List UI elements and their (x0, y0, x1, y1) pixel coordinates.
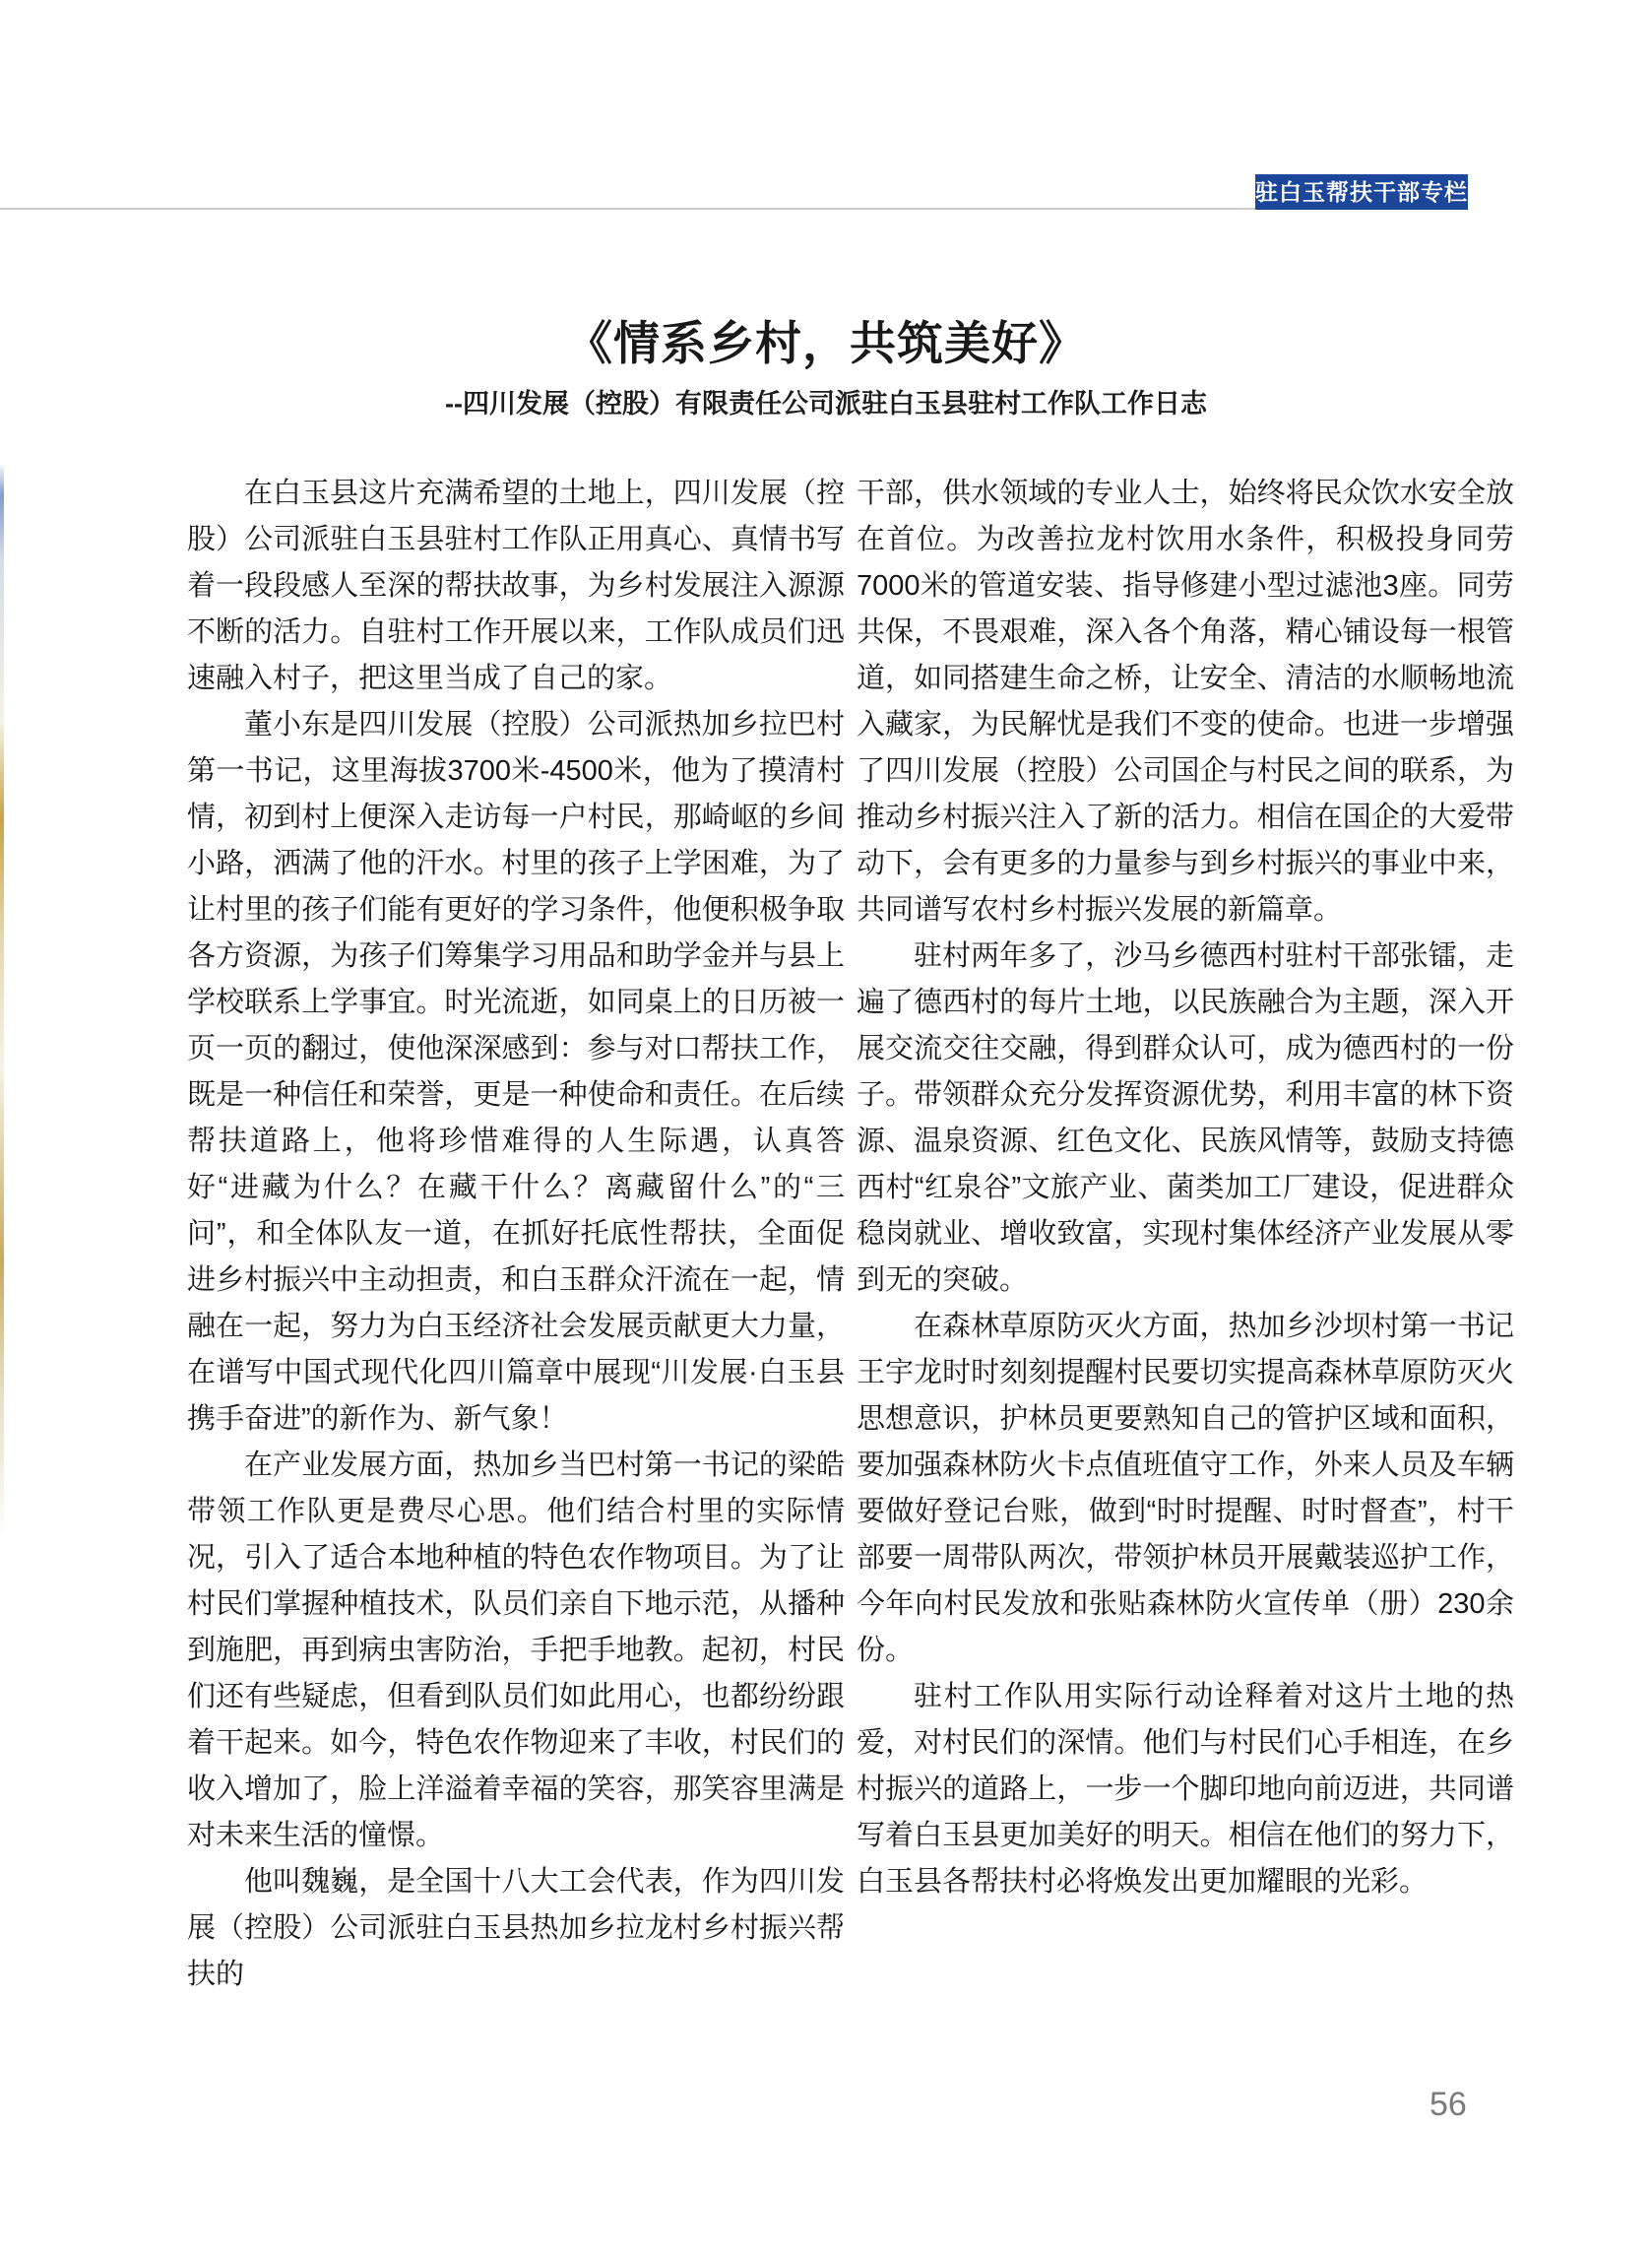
paragraph: 董小东是四川发展（控股）公司派热加乡拉巴村第一书记，这里海拔3700米-4500米，他为了摸清村情，初到村上便深入走访每一户村民，那崎岖的乡间小路，洒满了他的汗水。村里的孩子上学困难，为了让村里的孩子们能有更好的学习条件，他便积极争取各方资源，为孩子们筹集学习用品和助学金并与县上学校联系上学事宜。时光流逝，如同桌上的日历被一页一页的翻过，使他深深感到：参与对口帮扶工作，既是一种信任和荣誉，更是一种使命和责任。在后续帮扶道路上，他将珍惜难得的人生际遇，认真答好“进藏为什么？在藏干什么？离藏留什么”的“三问”，和全体队友一道，在抓好托底性帮扶，全面促进乡村振兴中主动担责，和白玉群众汗流在一起，情融在一起，努力为白玉经济社会发展贡献更大力量，在谱写中国式现代化四川篇章中展现“川发展·白玉县携手奋进”的新作为、新气象！ (187, 709, 845, 1435)
paragraph: 他叫魏巍，是全国十八大工会代表，作为四川发展（控股）公司派驻白玉县热加乡拉龙村乡村振兴帮扶的 (187, 1866, 845, 1990)
paragraph: 在产业发展方面，热加乡当巴村第一书记的梁皓带领工作队更是费尽心思。他们结合村里的实际情况，引入了适合本地种植的特色农作物项目。为了让村民们掌握种植技术，队员们亲自下地示范，从播种到施肥，再到病虫害防治，手把手地教。起初，村民们还有些疑虑，但看到队员们如此用心，也都纷纷跟着干起来。如今，特色农作物迎来了丰收，村民们的收入增加了，脸上洋溢着幸福的笑容，那笑容里满是对未来生活的憧憬。 (187, 1450, 845, 1851)
paragraph: 驻村两年多了，沙马乡德西村驻村干部张镭，走遍了德西村的每片土地，以民族融合为主题，深入开展交流交往交融，得到群众认可，成为德西村的一份子。带领群众充分发挥资源优势，利用丰富的林下资源、温泉资源、红色文化、民族风情等，鼓励支持德西村“红泉谷”文旅产业、菌类加工厂建设，促进群众稳岗就业、增收致富，实现村集体经济产业发展从零到无的突破。 (857, 940, 1514, 1296)
right-column (857, 471, 1514, 1905)
article-title: 《情系乡村，共筑美好》 (566, 319, 1086, 371)
paragraph: 驻村工作队用实际行动诠释着对这片土地的热爱，对村民们的深情。他们与村民们心手相连，在乡村振兴的道路上，一步一个脚印地向前迈进，共同谱写着白玉县更加美好的明天。相信在他们的努力下，白玉县各帮扶村必将焕发出更加耀眼的光彩。 (857, 1681, 1514, 1898)
left-column (187, 471, 845, 1998)
page-number: 56 (1430, 2086, 1467, 2123)
column-header-badge: 驻白玉帮扶干部专栏 (1255, 174, 1468, 210)
paragraph: 在白玉县这片充满希望的土地上，四川发展（控股）公司派驻白玉县驻村工作队正用真心、真情书写着一段段感人至深的帮扶故事，为乡村发展注入源源不断的活力。自驻村工作开展以来，工作队成员们迅速融入村子，把这里当成了自己的家。 (187, 478, 845, 694)
paragraph-continuation: 干部，供水领域的专业人士，始终将民众饮水安全放在首位。为改善拉龙村饮用水条件，积极投身同劳7000米的管道安装、指导修建小型过滤池3座。同劳共保，不畏艰难，深入各个角落，精心铺设每一根管道，如同搭建生命之桥，让安全、清洁的水顺畅地流入藏家，为民解忧是我们不变的使命。也进一步增强了四川发展（控股）公司国企与村民之间的联系，为推动乡村振兴注入了新的活力。相信在国企的大爱带动下，会有更多的力量参与到乡村振兴的事业中来，共同谱写农村乡村振兴发展的新篇章。 (857, 478, 1514, 926)
paragraph: 在森林草原防灭火方面，热加乡沙坝村第一书记王宇龙时时刻刻提醒村民要切实提高森林草原防灭火思想意识，护林员更要熟知自己的管护区域和面积，要加强森林防火卡点值班值守工作，外来人员及车辆要做好登记台账，做到“时时提醒、时时督查”，村干部要一周带队两次，带领护林员开展戴装巡护工作，今年向村民发放和张贴森林防火宣传单（册）230余份。 (857, 1311, 1514, 1666)
header-divider (0, 208, 1257, 210)
article-subtitle: --四川发展（控股）有限责任公司派驻白玉县驻村工作队工作日志 (445, 389, 1207, 419)
paper-edge-stripe (0, 463, 4, 1541)
